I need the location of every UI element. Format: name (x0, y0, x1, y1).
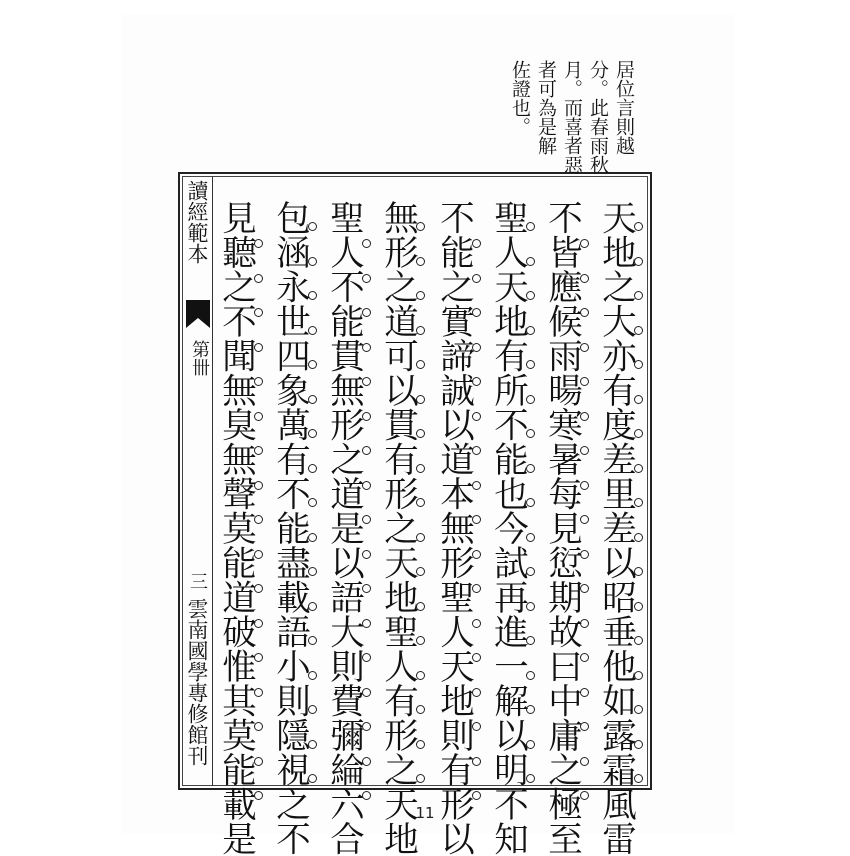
punctuation-circle (580, 343, 589, 352)
punctuation-circle (416, 464, 425, 473)
chapter-label: 第卌 (189, 340, 210, 376)
punctuation-circle (308, 429, 317, 438)
header-note-col-1: 居位言則越 (613, 60, 635, 155)
punctuation-circle (634, 326, 643, 335)
punctuation-circle (362, 515, 371, 524)
punctuation-circle (308, 671, 317, 680)
punctuation-circle (580, 791, 589, 800)
header-note-col-2: 分。此春雨秋 (587, 60, 609, 174)
punctuation-circle (416, 395, 425, 404)
punctuation-circle (526, 740, 535, 749)
punctuation-circle (362, 550, 371, 559)
punctuation-circle (254, 412, 263, 421)
punctuation-circle (472, 481, 481, 490)
punctuation-circle (254, 377, 263, 386)
punctuation-circle (362, 274, 371, 283)
punctuation-circle (254, 274, 263, 283)
publisher-label: 雲南國學專修館刊 (185, 598, 209, 766)
punctuation-circle (254, 308, 263, 317)
punctuation-circle (308, 567, 317, 576)
punctuation-circle (416, 429, 425, 438)
main-text-col-1: 天地之大亦有度差里差以昭垂他如露霜風雷 (595, 200, 636, 856)
punctuation-circle (254, 481, 263, 490)
punctuation-circle (526, 567, 535, 576)
punctuation-circle (416, 740, 425, 749)
punctuation-circle (634, 291, 643, 300)
punctuation-circle (416, 774, 425, 783)
punctuation-circle (362, 446, 371, 455)
punctuation-circle (526, 291, 535, 300)
punctuation-circle (362, 791, 371, 800)
punctuation-circle (362, 412, 371, 421)
punctuation-circle (472, 343, 481, 352)
punctuation-circle (472, 239, 481, 248)
punctuation-circle (308, 257, 317, 266)
punctuation-circle (472, 619, 481, 628)
punctuation-circle (580, 446, 589, 455)
punctuation-circle (308, 636, 317, 645)
punctuation-circle (416, 671, 425, 680)
fish-tail-mark (186, 300, 210, 328)
punctuation-circle (472, 688, 481, 697)
page-number: 11 (415, 804, 435, 822)
punctuation-circle (472, 722, 481, 731)
punctuation-circle (526, 498, 535, 507)
punctuation-circle (526, 671, 535, 680)
punctuation-circle (472, 584, 481, 593)
punctuation-circle (526, 429, 535, 438)
punctuation-circle (634, 395, 643, 404)
punctuation-circle (634, 429, 643, 438)
punctuation-circle (472, 791, 481, 800)
punctuation-circle (526, 705, 535, 714)
punctuation-circle (362, 722, 371, 731)
punctuation-circle (580, 308, 589, 317)
punctuation-circle (362, 377, 371, 386)
punctuation-circle (308, 602, 317, 611)
punctuation-circle (362, 757, 371, 766)
punctuation-circle (526, 774, 535, 783)
punctuation-circle (472, 308, 481, 317)
punctuation-circle (416, 291, 425, 300)
punctuation-circle (416, 326, 425, 335)
punctuation-circle (362, 343, 371, 352)
main-text-col-8: 見聽之不聞無臭無聲莫能道破惟其莫能載是 (215, 200, 256, 856)
punctuation-circle (254, 584, 263, 593)
punctuation-circle (634, 257, 643, 266)
punctuation-circle (580, 584, 589, 593)
main-text-col-6: 聖人不能貫無形之道是以語大則費彌綸六合 (323, 200, 364, 856)
punctuation-circle (308, 533, 317, 542)
punctuation-circle (308, 464, 317, 473)
punctuation-circle (308, 774, 317, 783)
punctuation-circle (416, 567, 425, 576)
gutter-line (212, 176, 213, 786)
header-note-col-4: 者可為是解 (535, 60, 557, 155)
punctuation-circle (308, 326, 317, 335)
punctuation-circle (580, 412, 589, 421)
punctuation-circle (362, 619, 371, 628)
punctuation-circle (254, 757, 263, 766)
punctuation-circle (580, 274, 589, 283)
punctuation-circle (254, 446, 263, 455)
punctuation-circle (526, 533, 535, 542)
punctuation-circle (634, 567, 643, 576)
punctuation-circle (472, 274, 481, 283)
punctuation-circle (308, 360, 317, 369)
punctuation-circle (308, 222, 317, 231)
main-text-col-7: 包涵永世四象萬有不能盡載語小則隱視之不 (269, 200, 310, 856)
punctuation-circle (308, 705, 317, 714)
punctuation-circle (362, 481, 371, 490)
punctuation-circle (362, 239, 371, 248)
punctuation-circle (634, 774, 643, 783)
punctuation-circle (362, 308, 371, 317)
punctuation-circle (254, 550, 263, 559)
punctuation-circle (254, 688, 263, 697)
punctuation-circle (634, 360, 643, 369)
punctuation-circle (634, 602, 643, 611)
punctuation-circle (416, 257, 425, 266)
main-text-col-3: 聖人天地有所不能也今試再進一解以明不知 (487, 200, 528, 856)
punctuation-circle (308, 395, 317, 404)
punctuation-circle (472, 377, 481, 386)
punctuation-circle (254, 515, 263, 524)
punctuation-circle (580, 377, 589, 386)
punctuation-circle (634, 533, 643, 542)
punctuation-circle (472, 446, 481, 455)
punctuation-circle (580, 757, 589, 766)
punctuation-circle (416, 636, 425, 645)
punctuation-circle (362, 584, 371, 593)
punctuation-circle (580, 619, 589, 628)
punctuation-circle (634, 740, 643, 749)
header-note-col-5: 佐證也。 (509, 60, 531, 136)
punctuation-circle (580, 550, 589, 559)
punctuation-circle (580, 722, 589, 731)
punctuation-circle (416, 498, 425, 507)
punctuation-circle (526, 395, 535, 404)
punctuation-circle (416, 360, 425, 369)
punctuation-circle (634, 464, 643, 473)
main-text-col-5: 無形之道可以貫有形之天地聖人有形之天地 (377, 200, 418, 856)
punctuation-circle (580, 653, 589, 662)
punctuation-circle (634, 498, 643, 507)
punctuation-circle (254, 619, 263, 628)
punctuation-circle (472, 653, 481, 662)
punctuation-circle (472, 757, 481, 766)
punctuation-circle (472, 412, 481, 421)
page-number-cn: 三 (187, 572, 208, 590)
punctuation-circle (416, 222, 425, 231)
punctuation-circle (254, 791, 263, 800)
punctuation-circle (472, 550, 481, 559)
punctuation-circle (634, 705, 643, 714)
punctuation-circle (416, 602, 425, 611)
punctuation-circle (362, 688, 371, 697)
punctuation-circle (580, 481, 589, 490)
punctuation-circle (472, 515, 481, 524)
punctuation-circle (526, 360, 535, 369)
punctuation-circle (416, 533, 425, 542)
punctuation-circle (580, 515, 589, 524)
punctuation-circle (308, 740, 317, 749)
punctuation-circle (308, 291, 317, 300)
punctuation-circle (254, 722, 263, 731)
main-text-col-2: 不皆應候雨暘寒暑每見愆期故曰中庸之極至 (541, 200, 582, 856)
punctuation-circle (580, 239, 589, 248)
punctuation-circle (526, 257, 535, 266)
punctuation-circle (526, 326, 535, 335)
punctuation-circle (580, 688, 589, 697)
punctuation-circle (526, 222, 535, 231)
punctuation-circle (254, 239, 263, 248)
punctuation-circle (254, 343, 263, 352)
punctuation-circle (308, 498, 317, 507)
punctuation-circle (526, 464, 535, 473)
book-title: 讀經範本 (185, 180, 209, 264)
punctuation-circle (634, 671, 643, 680)
punctuation-circle (526, 636, 535, 645)
punctuation-circle (254, 653, 263, 662)
punctuation-circle (526, 602, 535, 611)
punctuation-circle (634, 222, 643, 231)
punctuation-circle (362, 653, 371, 662)
punctuation-circle (416, 705, 425, 714)
punctuation-circle (634, 636, 643, 645)
header-note-col-3: 月。而喜者惡 (561, 60, 583, 174)
main-text-col-4: 不能之實諦誠以道本無形聖人天地則有形以 (433, 200, 474, 856)
